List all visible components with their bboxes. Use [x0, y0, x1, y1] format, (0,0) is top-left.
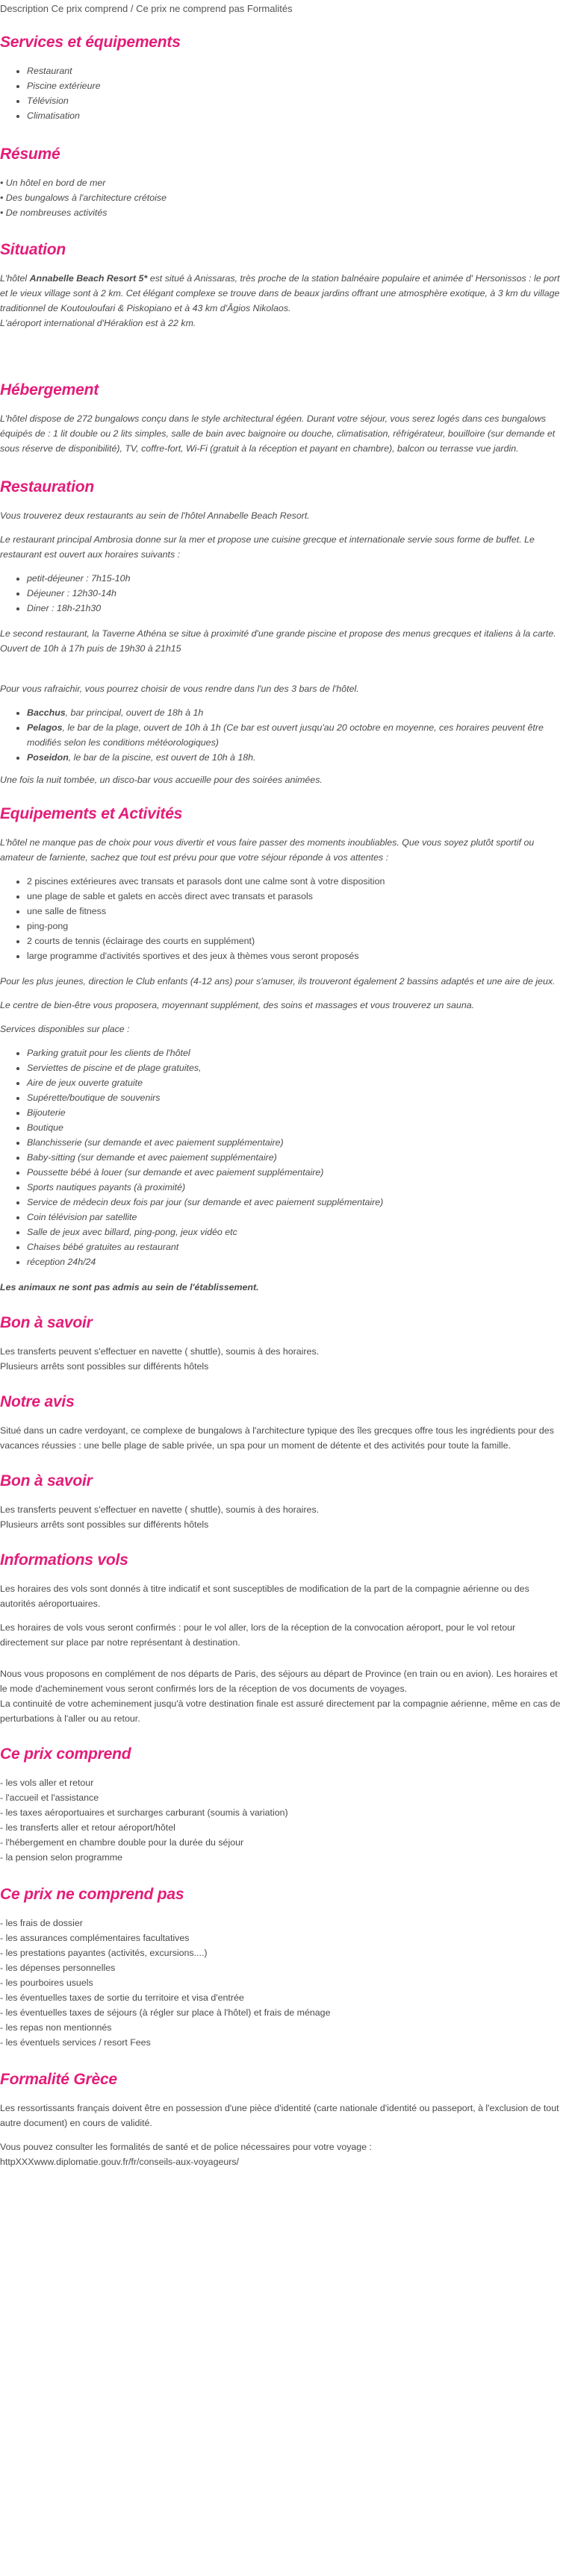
- bars-list: [0, 705, 566, 765]
- list-item: • 2 courts de tennis (éclairage des courts en supplément): [27, 934, 566, 948]
- list-item: • Des bungalows à l'architecture crétoise: [0, 193, 167, 203]
- animals-notice: Les animaux ne sont pas admis au sein de l'établissement.: [0, 1282, 259, 1292]
- list-item: • Service de médecin deux fois par jour (sur demande et avec paiement supplémentaire): [27, 1195, 566, 1210]
- activities-list: [0, 874, 566, 963]
- list-item: - les repas non mentionnés: [0, 2022, 112, 2033]
- list-item: • Sports nautiques payants (à proximité): [27, 1180, 566, 1195]
- list-item: - les vols aller et retour: [0, 1778, 94, 1788]
- equipements-title: Equipements et Activités: [0, 805, 183, 822]
- equipements-intro: L'hôtel ne manque pas de choix pour vous divertir et vous faire passer des moments inoubliables. Que vous soyez plutôt sportif ou amateur de farniente, sachez que tout est prévu pour que votre séjour réponde à vos attentes :: [0, 837, 535, 863]
- list-item: • Supérette/boutique de souvenirs: [27, 1090, 566, 1105]
- list-item: • Serviettes de piscine et de plage gratuites,: [27, 1060, 566, 1075]
- prix-comprend-list: [0, 1775, 566, 1865]
- list-item: - l'accueil et l'assistance: [0, 1792, 99, 1803]
- list-item: - les éventuels services / resort Fees: [0, 2037, 151, 2048]
- services-title: Services et équipements: [0, 34, 181, 51]
- list-item: • Piscine extérieure: [27, 78, 566, 93]
- restauration-intro: Vous trouverez deux restaurants au sein de l'hôtel Annabelle Beach Resort.: [0, 510, 310, 521]
- bon-a-savoir-text: Les transferts peuvent s'effectuer en navette ( shuttle), soumis à des horaires. Plusieurs arrêts sont possibles sur différents hôtels: [0, 1504, 320, 1530]
- equipements-kids: Pour les plus jeunes, direction le Club enfants (4-12 ans) pour s'amuser, ils trouveront également 2 bassins adaptés et une aire de jeux.: [0, 976, 556, 987]
- list-item: • petit-déjeuner : 7h15-10h: [27, 571, 566, 586]
- list-item: - les pourboires usuels: [0, 1978, 93, 1988]
- list-item: • Poseidon, le bar de la piscine, est ouvert de 10h à 18h.: [27, 750, 566, 765]
- list-item: - les taxes aéroportuaires et surcharges carburant (soumis à variation): [0, 1807, 288, 1818]
- list-item: • Bijouterie: [27, 1105, 566, 1120]
- restauration-disco: Une fois la nuit tombée, un disco-bar vous accueille pour des soirées animées.: [0, 775, 323, 785]
- prix-ne-comprend-list: [0, 1916, 566, 2050]
- prix-ne-comprend-title: Ce prix ne comprend pas: [0, 1886, 184, 1903]
- situation-title: Situation: [0, 241, 66, 258]
- list-item: • une salle de fitness: [27, 904, 566, 919]
- prix-comprend-title: Ce prix comprend: [0, 1745, 131, 1763]
- list-item: • Bacchus, bar principal, ouvert de 18h à 1h: [27, 705, 566, 720]
- formalite-title: Formalité Grèce: [0, 2071, 117, 2088]
- list-item: • Aire de jeux ouverte gratuite: [27, 1075, 566, 1090]
- list-item: - les transferts aller et retour aéroport/hôtel: [0, 1822, 175, 1833]
- formalite-text: Les ressortissants français doivent être en possession d'une pièce d'identité (carte nationale d'identité ou passeport, à l'exclusion de tout autre document) en cours de validité.: [0, 2103, 559, 2128]
- list-item: • De nombreuses activités: [0, 207, 108, 218]
- header-links[interactable]: Description Ce prix comprend / Ce prix ne comprend pas Formalités: [0, 3, 293, 14]
- hebergement-title: Hébergement: [0, 381, 99, 398]
- list-item: - les frais de dossier: [0, 1918, 83, 1928]
- list-item: • Télévision: [27, 93, 566, 108]
- list-item: - les éventuelles taxes de séjours (à régler sur place à l'hôtel) et frais de ménage: [0, 2007, 331, 2018]
- resume-list: [0, 175, 566, 220]
- list-item: - les éventuelles taxes de sortie du territoire et visa d'entrée: [0, 1992, 244, 2003]
- bon-a-savoir-text: Les transferts peuvent s'effectuer en navette ( shuttle), soumis à des horaires. Plusieurs arrêts sont possibles sur différents hôtels: [0, 1346, 320, 1372]
- situation-text: L'hôtel Annabelle Beach Resort 5* est situé à Anissaras, très proche de la station balnéaire populaire et animée d' Hersonissos : le port et le vieux village sont à 2 km. Cet élégant complexe se trouve dans de beaux jardins offrant une atmosphère exotique, à 3 km du village traditionnel de Koutouloufari & Piskopiano et à 43 km d'Âgios Nikolaos. L'aéroport international d'Héraklion est à 22 km.: [0, 273, 560, 328]
- list-item: • Boutique: [27, 1120, 566, 1135]
- list-item: • Un hôtel en bord de mer: [0, 178, 106, 188]
- list-item: • Salle de jeux avec billard, ping-pong, jeux vidéo etc: [27, 1225, 566, 1239]
- list-item: • Poussette bébé à louer (sur demande et avec paiement supplémentaire): [27, 1165, 566, 1180]
- list-item: • réception 24h/24: [27, 1254, 566, 1269]
- list-item: • 2 piscines extérieures avec transats et parasols dont une calme sont à votre disposition: [27, 874, 566, 889]
- list-item: • Déjeuner : 12h30-14h: [27, 586, 566, 601]
- list-item: - les assurances complémentaires facultatives: [0, 1933, 190, 1943]
- vols-text-1: Les horaires des vols sont donnés à titre indicatif et sont susceptibles de modification de la part de la compagnie aérienne ou des autorités aéroportuaires.: [0, 1584, 529, 1609]
- restauration-second: Le second restaurant, la Taverne Athéna se situe à proximité d'une grande piscine et propose des menus grecques et italiens à la carte. Ouvert de 10h à 17h puis de 19h30 à 21h15: [0, 628, 556, 654]
- list-item: • Blanchisserie (sur demande et avec paiement supplémentaire): [27, 1135, 566, 1150]
- restauration-main: Le restaurant principal Ambrosia donne sur la mer et propose une cuisine grecque et internationale servie sous forme de buffet. Le restaurant est ouvert aux horaires suivants :: [0, 534, 535, 560]
- list-item: • Parking gratuit pour les clients de l'hôtel: [27, 1045, 566, 1060]
- list-item: • une plage de sable et galets en accès direct avec transats et parasols: [27, 889, 566, 904]
- services-onsite-list: [0, 1045, 566, 1269]
- informations-vols-title: Informations vols: [0, 1551, 128, 1569]
- services-list: [0, 63, 566, 123]
- list-item: • Diner : 18h-21h30: [27, 601, 566, 616]
- list-item: • Baby-sitting (sur demande et avec paiement supplémentaire): [27, 1150, 566, 1165]
- restauration-hours: [0, 571, 566, 616]
- equipements-wellness: Le centre de bien-être vous proposera, moyennant supplément, des soins et massages et vous trouverez un sauna.: [0, 1000, 475, 1010]
- list-item: - les prestations payantes (activités, excursions....): [0, 1948, 208, 1958]
- list-item: • Chaises bébé gratuites au restaurant: [27, 1239, 566, 1254]
- equipements-services-intro: Services disponibles sur place :: [0, 1024, 130, 1034]
- list-item: • large programme d'activités sportives et des jeux à thèmes vous seront proposés: [27, 948, 566, 963]
- formalite-link-text: Vous pouvez consulter les formalités de santé et de police nécessaires pour votre voyage : httpXXXwww.diplomatie.gouv.fr/fr/conseils-aux-voyageurs/: [0, 2142, 372, 2167]
- list-item: - les dépenses personnelles: [0, 1963, 116, 1973]
- diplomatie-link[interactable]: httpXXXwww.diplomatie.gouv.fr/fr/conseils-aux-voyageurs/: [0, 2157, 240, 2167]
- resume-title: Résumé: [0, 146, 60, 163]
- restauration-bars-intro: Pour vous rafraichir, vous pourrez choisir de vous rendre dans l'un des 3 bars de l'hôtel.: [0, 684, 359, 694]
- restauration-title: Restauration: [0, 478, 94, 495]
- bon-a-savoir-title: Bon à savoir: [0, 1314, 93, 1331]
- notre-avis-title: Notre avis: [0, 1393, 75, 1410]
- list-item: • Climatisation: [27, 108, 566, 123]
- list-item: • Pelagos, le bar de la plage, ouvert de 10h à 1h (Ce bar est ouvert jusqu'au 20 octobre en moyenne, ces horaires peuvent être modifiés selon les conditions météorologiques): [27, 720, 566, 750]
- list-item: - l'hébergement en chambre double pour la durée du séjour: [0, 1837, 244, 1848]
- list-item: • Coin télévision par satellite: [27, 1210, 566, 1225]
- list-item: - la pension selon programme: [0, 1852, 122, 1863]
- list-item: • Restaurant: [27, 63, 566, 78]
- hebergement-text: L'hôtel dispose de 272 bungalows conçu dans le style architectural égéen. Durant votre séjour, vous serez logés dans ces bungalows équipés de : 1 lit double ou 2 lits simples, salle de bain avec baignoire ou douche, climatisation, réfrigérateur, bouilloire (sur demande et sous réserve de disponibilité), TV, coffre-fort, Wi-Fi (gratuit à la réception et payant en chambre), balcon ou terrasse vue jardin.: [0, 413, 556, 454]
- list-item: • ping-pong: [27, 919, 566, 934]
- bon-a-savoir-title: Bon à savoir: [0, 1472, 93, 1489]
- hotel-name: Annabelle Beach Resort 5*: [29, 273, 148, 284]
- vols-text-2: Les horaires de vols vous seront confirmés : pour le vol aller, lors de la réception de la convocation aéroport, pour le vol retour directement sur place par notre représentant à destination.: [0, 1622, 516, 1648]
- notre-avis-text: Situé dans un cadre verdoyant, ce complexe de bungalows à l'architecture typique des îles grecques offre tous les ingrédients pour des vacances réussies : une belle plage de sable privée, un spa pour un moment de détente et des activités pour toute la famille.: [0, 1425, 554, 1451]
- vols-text-3: Nous vous proposons en complément de nos départs de Paris, des séjours au départ de Province (en train ou en avion). Les horaires et le mode d'acheminement vous seront confirmés lors de la réception de vos documents de voyages. La continuité de votre acheminement jusqu'à votre destination finale est assuré directement par la compagnie aérienne, même en cas de perturbations à l'aller ou au retour.: [0, 1669, 561, 1724]
